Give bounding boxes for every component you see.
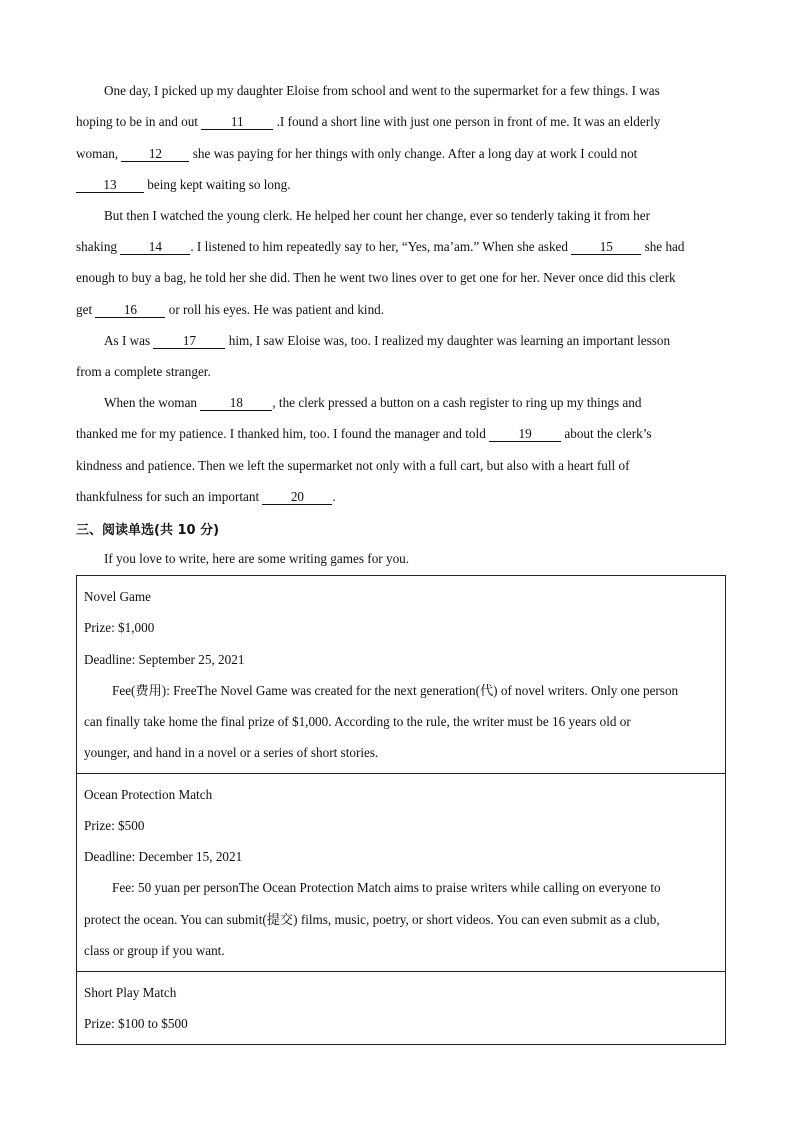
game-desc: protect the ocean. You can submit(提交) films, music, poetry, or short videos. You can even submit as a club,: [84, 912, 660, 927]
text: As I was: [104, 333, 154, 348]
passage-line: [76, 238, 685, 256]
blank-17[interactable]: 17: [153, 334, 225, 349]
table-row: [77, 576, 726, 774]
passage-line: [104, 207, 650, 225]
blank-16[interactable]: 16: [95, 303, 165, 318]
text: being kept waiting so long.: [144, 177, 291, 192]
text: thanked me for my patience. I thanked him, too. I found the manager and told: [76, 426, 490, 441]
passage-line: [76, 425, 652, 443]
text: she was paying for her things with only change. After a long day at work I could not: [189, 146, 638, 161]
text: . I listened to him repeatedly say to her, “Yes, ma’am.” When she asked: [190, 239, 572, 254]
game-desc: class or group if you want.: [84, 943, 225, 958]
passage-line: [76, 269, 676, 287]
text: hoping to be in and out: [76, 114, 202, 129]
blank-19[interactable]: 19: [489, 427, 561, 442]
section-intro: If you love to write, here are some writing games for you.: [104, 551, 410, 566]
passage-line: [104, 394, 641, 412]
blank-12[interactable]: 12: [121, 147, 189, 162]
text: thankfulness for such an important: [76, 489, 263, 504]
passage-line: [76, 363, 211, 381]
text: But then I watched the young clerk. He helped her count her change, ever so tenderly taking it from her: [104, 208, 650, 223]
game-name: Short Play Match: [84, 985, 177, 1000]
text: get: [76, 302, 96, 317]
passage-line: [76, 457, 629, 475]
passage-line: [76, 176, 291, 194]
passage-line: [76, 301, 384, 319]
text: from a complete stranger.: [76, 364, 211, 379]
text: kindness and patience. Then we left the supermarket not only with a full cart, but also with a heart full of: [76, 458, 630, 473]
text: woman,: [76, 146, 122, 161]
game-prize: Prize: $1,000: [84, 620, 155, 635]
text: One day, I picked up my daughter Eloise from school and went to the supermarket for a few things. I was: [104, 83, 660, 98]
game-prize: Prize: $100 to $500: [84, 1016, 188, 1031]
blank-14[interactable]: 14: [120, 240, 190, 255]
table-cell: [77, 576, 726, 774]
game-name: Ocean Protection Match: [84, 787, 213, 802]
game-name: Novel Game: [84, 589, 152, 604]
passage-line: [104, 332, 670, 350]
text: him, I saw Eloise was, too. I realized my daughter was learning an important lesson: [225, 333, 671, 348]
game-desc: younger, and hand in a novel or a series of short stories.: [84, 745, 379, 760]
text: about the clerk’s: [561, 426, 652, 441]
blank-13[interactable]: 13: [76, 178, 144, 193]
section-heading: 三、阅读单选(共 10 分): [76, 523, 220, 538]
blank-11[interactable]: 11: [201, 115, 273, 130]
text: shaking: [76, 239, 121, 254]
text: .I found a short line with just one person in front of me. It was an elderly: [273, 114, 661, 129]
game-deadline: Deadline: September 25, 2021: [84, 652, 245, 667]
table-cell: [77, 972, 726, 1045]
blank-20[interactable]: 20: [262, 490, 332, 505]
table-row: [77, 774, 726, 972]
game-desc: Fee(费用): FreeThe Novel Game was created for the next generation(代) of novel writers. Only one person: [112, 683, 679, 698]
passage-line: [76, 488, 336, 506]
text: enough to buy a bag, he told her she did. Then he went two lines over to get one for her. Never once did this clerk: [76, 270, 676, 285]
passage-line: [76, 113, 660, 131]
table-row: [77, 972, 726, 1045]
text: she had: [641, 239, 685, 254]
game-desc: Fee: 50 yuan per personThe Ocean Protection Match aims to praise writers while calling on everyone to: [112, 880, 661, 895]
game-prize: Prize: $500: [84, 818, 145, 833]
passage-line: [104, 82, 660, 100]
game-deadline: Deadline: December 15, 2021: [84, 849, 243, 864]
text: .: [332, 489, 336, 504]
text: When the woman: [104, 395, 201, 410]
game-desc: can finally take home the final prize of $1,000. According to the rule, the writer must be 16 years old or: [84, 714, 631, 729]
blank-15[interactable]: 15: [571, 240, 641, 255]
table-cell: [77, 774, 726, 972]
games-table: [76, 575, 726, 1045]
blank-18[interactable]: 18: [200, 396, 272, 411]
passage-line: [76, 145, 637, 163]
text: or roll his eyes. He was patient and kind.: [165, 302, 385, 317]
text: , the clerk pressed a button on a cash register to ring up my things and: [272, 395, 642, 410]
